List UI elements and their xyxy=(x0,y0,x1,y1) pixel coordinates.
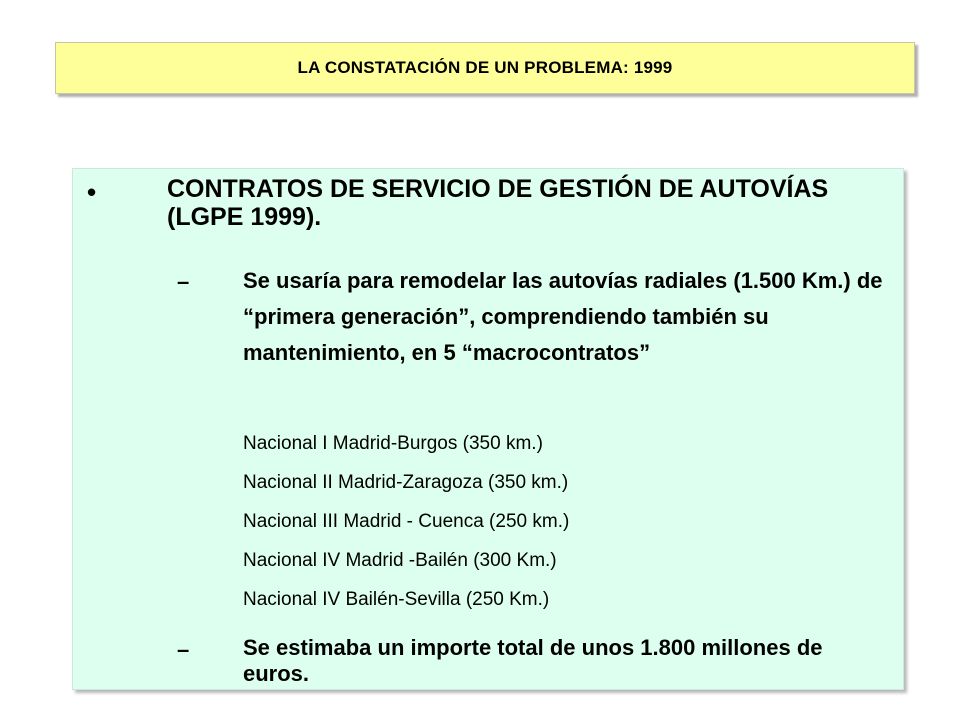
sub-item-estimate: Se estimaba un importe total de unos 1.800 millones de euros. xyxy=(243,635,823,686)
route-item: Nacional III Madrid - Cuenca (250 km.) xyxy=(243,511,570,532)
dash-marker: – xyxy=(177,637,190,662)
route-item: Nacional IV Madrid -Bailén (300 Km.) xyxy=(243,550,557,571)
route-list xyxy=(243,424,569,619)
content-box xyxy=(72,168,904,690)
slide-title: LA CONSTATACIÓN DE UN PROBLEMA: 1999 xyxy=(297,58,673,77)
route-item: Nacional II Madrid-Zaragoza (350 km.) xyxy=(243,472,569,493)
route-item: Nacional IV Bailén-Sevilla (250 Km.) xyxy=(243,589,550,610)
dash-marker: – xyxy=(177,269,190,294)
bullet-heading: CONTRATOS DE SERVICIO DE GESTIÓN DE AUTOVÍAS (LGPE 1999). xyxy=(167,175,829,231)
bullet-marker: • xyxy=(87,177,97,207)
route-item: Nacional I Madrid-Burgos (350 km.) xyxy=(243,433,543,454)
sub-item-remodel: Se usaría para remodelar las autovías radiales (1.500 Km.) de “primera generación”, comprendiendo también su mantenimiento, en 5 “macrocontratos” xyxy=(243,268,883,365)
title-banner xyxy=(55,42,915,94)
